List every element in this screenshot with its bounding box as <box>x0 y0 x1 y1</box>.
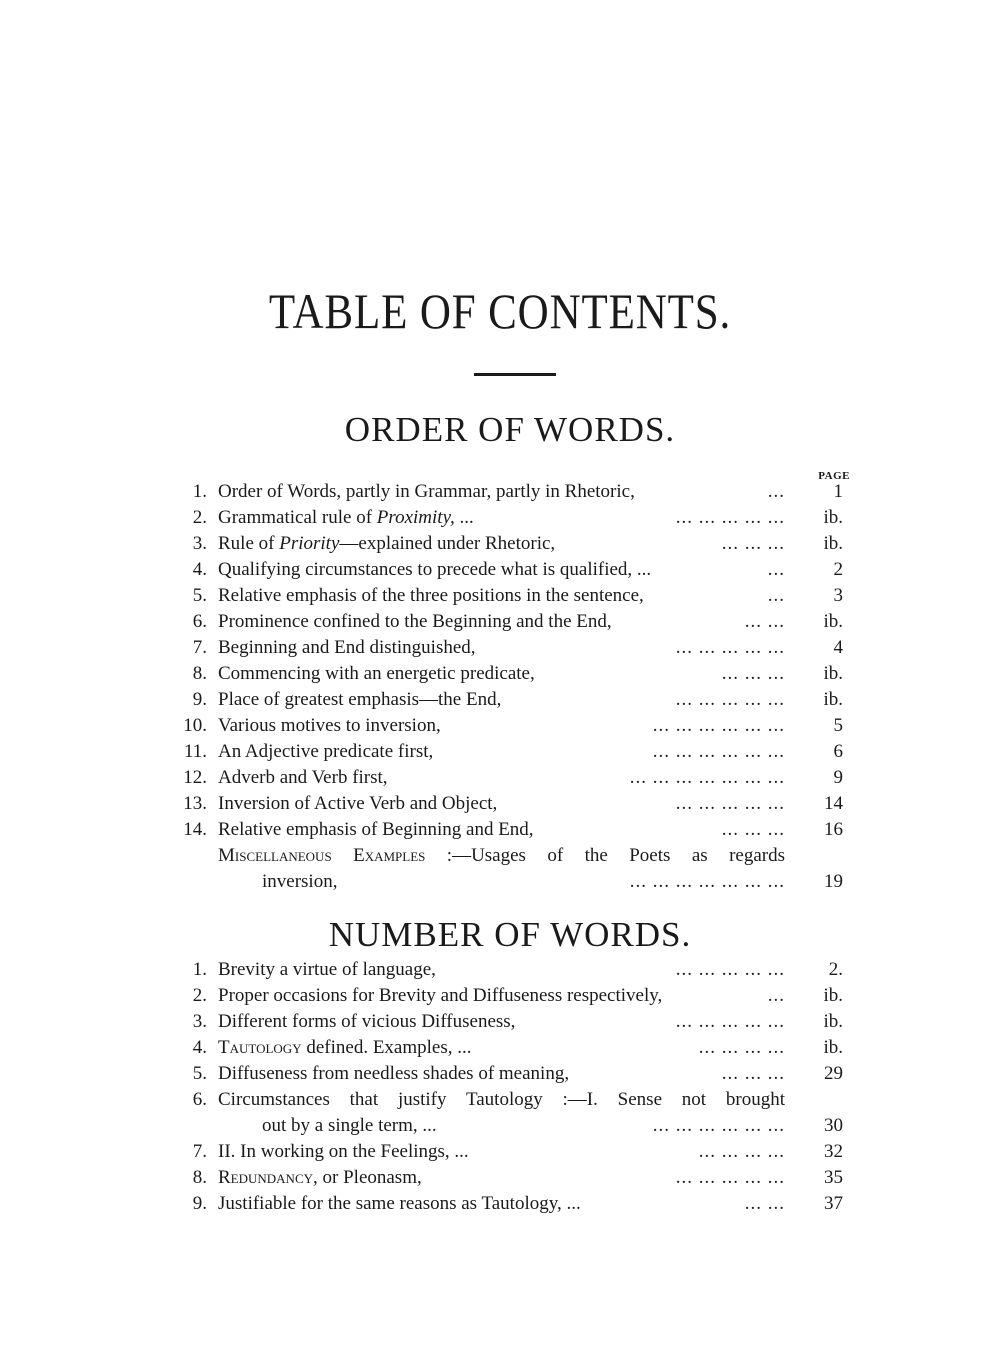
entry-title-line <box>218 985 662 1006</box>
entry-title <box>218 583 788 609</box>
entry-title <box>218 661 788 687</box>
entry-text: II. In working on the Feelings, ... <box>218 1141 469 1162</box>
entry-title <box>218 983 788 1009</box>
entry-text: ... <box>454 507 474 528</box>
entry-text: Grammatical rule of <box>218 507 377 528</box>
entry-number: 8. <box>192 1167 207 1188</box>
page-number: ib. <box>823 663 843 684</box>
leader-dots: ... ... ... ... <box>698 1037 785 1058</box>
entry-title <box>218 609 788 635</box>
entry-title-line <box>218 1063 569 1084</box>
leader-dots: ... ... ... ... ... <box>675 507 785 528</box>
entry-number: 13. <box>183 793 207 814</box>
entry-title-line <box>218 481 635 502</box>
toc-entry <box>175 983 855 1009</box>
toc-entry <box>175 1009 855 1035</box>
entry-text: , or Pleonasm, <box>313 1167 422 1188</box>
page-number: 6 <box>833 741 843 762</box>
page-number: ib. <box>823 611 843 632</box>
entry-text-small-caps: Tautology <box>218 1037 302 1058</box>
entry-number: 5. <box>192 1063 207 1084</box>
entry-title-line <box>218 1167 422 1188</box>
page-number: 29 <box>824 1063 843 1084</box>
page-number: 9 <box>833 767 843 788</box>
page-number: 30 <box>824 1115 843 1136</box>
entry-number: 2. <box>192 507 207 528</box>
entry-title-line <box>218 793 497 814</box>
toc-entry <box>175 479 855 505</box>
toc-entry <box>175 1191 855 1217</box>
leader-dots: ... ... ... ... <box>698 1141 785 1162</box>
entry-text: Justifiable for the same reasons as Tautology, ... <box>218 1193 581 1214</box>
toc-entry <box>175 765 855 791</box>
entry-title <box>218 1191 788 1217</box>
entry-text: Prominence confined to the Beginning and the End, <box>218 611 612 632</box>
page-title: TABLE OF CONTENTS. <box>268 283 732 339</box>
entry-number: 3. <box>192 1011 207 1032</box>
page-number: ib. <box>823 507 843 528</box>
entry-title-line <box>218 1011 515 1032</box>
leader-dots: ... <box>767 559 785 580</box>
entry-number: 3. <box>192 533 207 554</box>
entry-text: Diffuseness from needless shades of meaning, <box>218 1063 570 1084</box>
leader-dots: ... ... ... ... ... ... ... <box>629 767 785 788</box>
entry-title-line <box>218 1141 469 1162</box>
leader-dots: ... <box>767 985 785 1006</box>
section-heading-number: NUMBER OF WORDS. <box>328 915 692 954</box>
entry-title-line <box>218 1037 472 1058</box>
entry-title-continuation: inversion, <box>262 871 338 892</box>
entry-title-line <box>218 637 476 658</box>
entry-text: —explained under Rhetoric, <box>339 533 556 554</box>
toc-entry <box>175 791 855 817</box>
section-heading-order: ORDER OF WORDS. <box>344 410 676 449</box>
entry-text-small-caps: Miscellaneous Examples <box>218 845 426 866</box>
page-number: 4 <box>833 637 843 658</box>
entry-text-small-caps: Redundancy <box>218 1167 314 1188</box>
entry-text: Relative emphasis of the three positions in the sentence, <box>218 585 644 606</box>
leader-dots: ... ... ... ... ... ... <box>652 715 785 736</box>
toc-entry <box>175 1061 855 1087</box>
entry-number: 4. <box>192 1037 207 1058</box>
toc-list-number-of-words <box>175 957 855 1217</box>
toc-entry <box>175 687 855 713</box>
entry-title-line <box>218 741 433 762</box>
entry-text: Various motives to inversion, <box>218 715 441 736</box>
entry-text: :—Usages of the Poets as regards <box>425 845 785 866</box>
entry-number: 5. <box>192 585 207 606</box>
entry-text-italic: Priority <box>279 533 340 554</box>
entry-title-line <box>218 689 501 710</box>
entry-number: 4. <box>192 559 207 580</box>
entry-title <box>218 531 788 557</box>
entry-text-italic: Proximity, <box>376 507 455 528</box>
entry-title-line <box>218 585 644 606</box>
leader-dots: ... <box>767 585 785 606</box>
toc-entry <box>175 739 855 765</box>
entry-title-line <box>218 959 436 980</box>
page-number: 1 <box>833 481 843 502</box>
leader-dots: ... ... ... <box>721 819 785 840</box>
page-number: 35 <box>824 1167 843 1188</box>
entry-text: Relative emphasis of Beginning and End, <box>218 819 534 840</box>
leader-dots: ... ... ... ... ... ... <box>652 1115 785 1136</box>
entry-title-line <box>218 767 388 788</box>
entry-text: Commencing with an energetic predicate, <box>218 663 535 684</box>
entry-text: Rule of <box>218 533 280 554</box>
leader-dots: ... <box>767 481 785 502</box>
entry-title-line <box>218 715 441 736</box>
entry-number: 11. <box>183 741 207 762</box>
page-number: ib. <box>823 1011 843 1032</box>
entry-text: Different forms of vicious Diffuseness, <box>218 1011 516 1032</box>
toc-entry <box>175 1165 855 1191</box>
entry-title <box>218 1061 788 1087</box>
entry-title-line <box>218 611 612 632</box>
page-column-label: PAGE <box>818 470 850 482</box>
page-number: ib. <box>823 533 843 554</box>
entry-title-line <box>218 663 535 684</box>
entry-text: Proper occasions for Brevity and Diffuseness respectively, <box>218 985 663 1006</box>
leader-dots: ... ... <box>744 611 785 632</box>
leader-dots: ... ... ... ... ... ... ... <box>629 871 785 892</box>
page-number: 2. <box>828 959 843 980</box>
page-number: 14 <box>824 793 843 814</box>
entry-text: Qualifying circumstances to precede what is qualified, ... <box>218 559 652 580</box>
entry-number: 14. <box>183 819 207 840</box>
entry-text: An Adjective predicate first, <box>218 741 434 762</box>
entry-number: 8. <box>192 663 207 684</box>
leader-dots: ... ... ... <box>721 663 785 684</box>
toc-entry <box>175 531 855 557</box>
toc-entry <box>175 1035 855 1061</box>
entry-title-line <box>218 819 534 840</box>
entry-text: Inversion of Active Verb and Object, <box>218 793 498 814</box>
entry-number: 6. <box>192 1089 207 1110</box>
leader-dots: ... ... ... ... ... <box>675 637 785 658</box>
page-number: ib. <box>823 689 843 710</box>
leader-dots: ... ... ... <box>721 1063 785 1084</box>
leader-dots: ... ... <box>744 1193 785 1214</box>
entry-number: 1. <box>192 959 207 980</box>
entry-text: Brevity a virtue of language, <box>218 959 436 980</box>
entry-number: 7. <box>192 637 207 658</box>
title-divider <box>474 373 556 376</box>
page-number: 37 <box>824 1193 843 1214</box>
leader-dots: ... ... ... <box>721 533 785 554</box>
entry-title <box>218 557 788 583</box>
leader-dots: ... ... ... ... ... <box>675 959 785 980</box>
page-number: 19 <box>824 871 843 892</box>
toc-entry <box>175 557 855 583</box>
entry-text: Beginning and End distinguished, <box>218 637 476 658</box>
entry-number: 2. <box>192 985 207 1006</box>
leader-dots: ... ... ... ... ... <box>675 793 785 814</box>
toc-entry <box>175 635 855 661</box>
toc-entry <box>175 661 855 687</box>
entry-title-line <box>218 533 555 554</box>
entry-number: 9. <box>192 689 207 710</box>
page-number: 32 <box>824 1141 843 1162</box>
entry-title-line <box>218 1087 785 1113</box>
toc-entry <box>175 817 855 843</box>
page-number: 3 <box>833 585 843 606</box>
toc-entry <box>175 843 855 895</box>
page-number: ib. <box>823 1037 843 1058</box>
entry-text: defined. Examples, ... <box>301 1037 472 1058</box>
toc-list-order-of-words <box>175 479 855 895</box>
page-number: 5 <box>833 715 843 736</box>
toc-entry <box>175 713 855 739</box>
leader-dots: ... ... ... ... ... <box>675 1167 785 1188</box>
entry-number: 6. <box>192 611 207 632</box>
page-number: ib. <box>823 985 843 1006</box>
entry-title <box>218 817 788 843</box>
leader-dots: ... ... ... ... ... <box>675 689 785 710</box>
entry-text: Adverb and Verb first, <box>218 767 388 788</box>
entry-number: 9. <box>192 1193 207 1214</box>
entry-title-line <box>218 559 651 580</box>
page-number: 2 <box>833 559 843 580</box>
entry-title-line <box>218 843 785 869</box>
toc-entry <box>175 505 855 531</box>
toc-entry <box>175 583 855 609</box>
toc-entry <box>175 609 855 635</box>
entry-number: 10. <box>183 715 207 736</box>
leader-dots: ... ... ... ... ... <box>675 1011 785 1032</box>
toc-entry <box>175 1087 855 1139</box>
toc-entry <box>175 1139 855 1165</box>
entry-number: 1. <box>192 481 207 502</box>
entry-text: Order of Words, partly in Grammar, partly in Rhetoric, <box>218 481 635 502</box>
entry-number: 7. <box>192 1141 207 1162</box>
entry-title-line <box>218 507 474 528</box>
entry-text: Place of greatest emphasis—the End, <box>218 689 502 710</box>
entry-title <box>218 479 788 505</box>
toc-entry <box>175 957 855 983</box>
leader-dots: ... ... ... ... ... ... <box>652 741 785 762</box>
entry-text: Circumstances that justify Tautology :—I. Sense not brought <box>218 1089 785 1110</box>
entry-number: 12. <box>183 767 207 788</box>
page-number: 16 <box>824 819 843 840</box>
entry-title-line <box>218 1193 581 1214</box>
entry-title-continuation: out by a single term, ... <box>262 1115 437 1136</box>
